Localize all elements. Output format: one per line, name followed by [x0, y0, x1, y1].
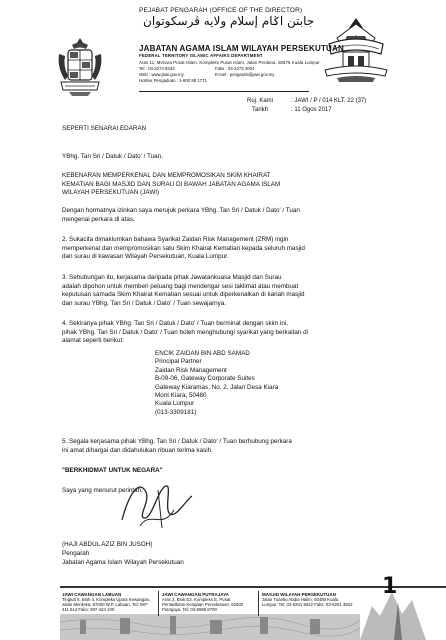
paragraph-line: 3. Sehubungan itu, kerjasama daripada pihak Jawatankuasa Masjid dan Surau: [62, 274, 282, 281]
footer-divider: [158, 591, 159, 616]
subject: [62, 172, 364, 198]
telephone: Tel : 03-2274 9333: [139, 66, 175, 71]
paragraph-line: dan surau di kawasan Wilayah Persekutuan, Kuala Lumpur.: [62, 253, 229, 261]
subject-line-1: KEBENARAN MEMPERKENAL DAN MEMPROMOSIKAN SKIM KHAIRAT: [62, 172, 271, 179]
paragraph-line: 2. Sukacita dimaklumkan bahawa Syarikat Zaidan Risk Management (ZRM) ingin: [62, 236, 289, 243]
paragraph-2: [62, 236, 364, 262]
department-name: JABATAN AGAMA ISLAM WILAYAH PERSEKUTUAN: [139, 44, 344, 53]
paragraph-line: 5. Segala kerjasama pihak YBhg. Tan Sri / Datuk / Dato' / Tuan berhubung perkara: [62, 438, 292, 445]
signatory-title: Pengarah: [62, 550, 90, 557]
paragraph-line: pihak YBhg. Tan Sri / Datuk / Dato' / Tuan boleh menghubungi syarikat yang berkaitan di: [62, 328, 308, 336]
department-address: Aras 11, Menara Pusat Islam, Kompleks Pusat Islam, Jalan Perdana, 50676 Kuala Lumpur.: [139, 60, 321, 65]
signatory-department: Jabatan Agama Islam Wilayah Persekutuan: [62, 559, 184, 566]
email: E-mel : pengarah@jawi.gov.my: [215, 72, 275, 77]
paragraph-line: dan surau YBhg. Tan Sri / Datuk / Dato' / Tuan sewajarnya.: [62, 299, 227, 307]
footer-putrajaya: [162, 592, 254, 612]
subject-line-2: KEMATIAN BAGI MASJID DAN SURAU DI BAWAH JABATAN AGAMA ISLAM: [62, 180, 281, 188]
malaysia-coat-of-arms-icon: [55, 36, 105, 100]
footer-masjid-address: Jalan Tuanku Abdul Halim, 50480 Kuala Lumpur. Tel: 03-6201 8022 Faks: 03-6201 3922: [262, 597, 353, 607]
department-name-english: FEDERAL TERRITORY ISLAMIC AFFAIRS DEPARTMENT: [139, 53, 263, 58]
contact-name: ENCIK ZAIDAN BIN ABD SAMAD: [155, 350, 250, 357]
letter-date: : 11 Ogos 2017: [291, 107, 332, 113]
footer-putrajaya-address: Aras 2, Blok E3, Kompleks E, Pusat Pentadbiran Kerajaan Persekutuan, 62502 Putrajaya. Tel: 03-8888 8700: [162, 597, 244, 612]
fax: Faks : 03-2273 2004: [215, 66, 255, 71]
website: Web : www.jawi.gov.my: [139, 72, 184, 77]
jawi-department-name: جابتن اݢام إسلام ولايه ڤرسكوتوان: [143, 14, 315, 28]
date-label: Tarikh: [252, 107, 269, 113]
paragraph-line: keputusan samada Skim Khairat Kematian sesuai untuk diperkenalkan di kariah masjid: [62, 291, 305, 299]
office-title: PEJABAT PENGARAH (OFFICE OF THE DIRECTOR): [139, 7, 303, 14]
signature-icon: [100, 470, 210, 540]
reference-number: : JAWI / P / 014 KLT. 22 (37): [291, 98, 367, 104]
motto: "BERKHIDMAT UNTUK NEGARA": [62, 467, 163, 474]
subject-line-3: WILAYAH PERSEKUTUAN (JAWI): [62, 189, 160, 197]
paragraph-line: alamat seperti berikut:: [62, 337, 124, 345]
contact-address-line: Gateway Kiaramas, No. 2, Jalan Desa Kiara: [155, 383, 279, 391]
reference-label: Ruj. Kami: [247, 98, 274, 104]
closing: Saya yang menurut perintah,: [62, 487, 143, 494]
footer-labuan-address: Tingkat 6, Blok 4, Kompleks Ujana Kewangan, Jalan Merdeka, 87000 W.P. Labuan. Tel: 087-411 514 Faks: 087-424 100: [62, 597, 151, 612]
paragraph-1: [62, 207, 364, 224]
contact-address-line: B-09-06, Gateway Corporate Suites: [155, 375, 255, 383]
footer-masjid-heading: MASJID WILAYAH PERSEKUTUAN: [262, 592, 336, 597]
paragraph-4: [62, 320, 364, 346]
header-divider: [139, 91, 309, 92]
signatory-name: (HAJI ABDUL AZIZ BIN JUSOH): [62, 541, 153, 548]
paragraph-line: ini amat dihargai dan didahulukan ribuan terima kasih.: [62, 446, 213, 454]
paragraph-line: 4. Sekiranya pihak YBhg. Tan Sri / Datuk / Dato' / Tuan berminat dengan skim ini,: [62, 320, 289, 327]
paragraph-line: adalah dipohon untuk memberi peluang bagi mendengar sesi taklimat atau membuat: [62, 282, 299, 290]
paragraph-line: Dengan hormatnya izinkan saya merujuk perkara YBhg. Tan Sri / Datuk / Dato' / Tuan: [62, 207, 300, 214]
contact-company: Zaidan Risk Management: [155, 366, 227, 374]
paragraph-line: memperkenal dan mempromosikan satu Skim Khairat Kematian kepada seluruh masjid: [62, 244, 305, 252]
contact-address-line: Kuala Lumpur: [155, 400, 195, 408]
complaint-hotline: Hotline Pengaduan : 1-800 88 1771: [139, 78, 207, 83]
paragraph-5: [62, 438, 364, 455]
recipient: SEPERTI SENARAI EDARAN: [62, 125, 147, 132]
paragraph-line: mengenai perkara di atas.: [62, 215, 135, 223]
footer-labuan-heading: JAWI CAWANGAN LABUAN: [62, 592, 122, 597]
footer-putrajaya-heading: JAWI CAWANGAN PUTRAJAYA: [162, 592, 229, 597]
salutation: YBhg. Tan Sri / Datuk / Dato' / Tuan,: [62, 153, 163, 160]
contact-phone: (013-3309181): [155, 408, 197, 416]
contact-address-block: [155, 350, 278, 417]
footer-divider: [258, 591, 259, 616]
footer-labuan: [62, 592, 154, 612]
contact-address-line: Mont Kiara, 50480: [155, 392, 207, 400]
footer-masjid: [262, 592, 354, 607]
paragraph-3: [62, 274, 364, 308]
footer-number: 1: [382, 574, 398, 599]
contact-role: Principal Partner: [155, 358, 202, 366]
